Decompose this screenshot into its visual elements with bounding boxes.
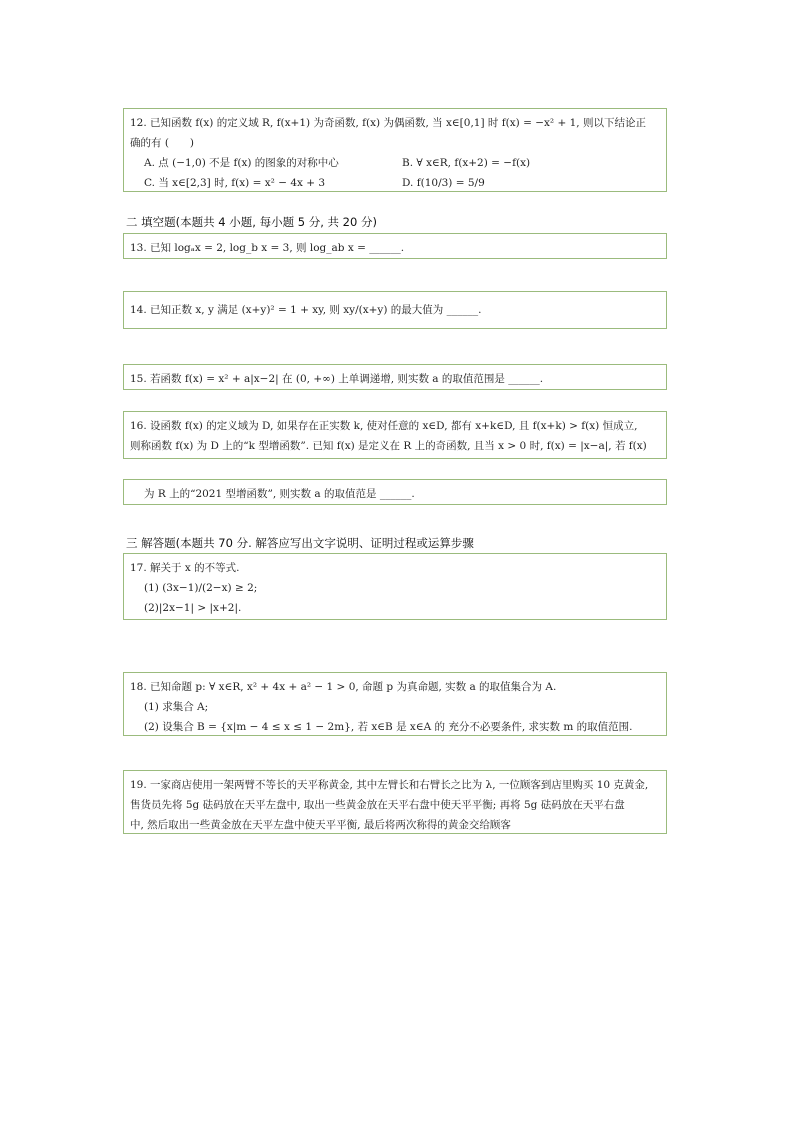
question-18 — [123, 672, 667, 736]
section-fill-in-title: 二 填空题(本题共 4 小题, 每小题 5 分, 共 20 分) — [126, 215, 377, 229]
q14-text: 14. 已知正数 x, y 满足 (x+y)² = 1 + xy, 则 xy/(x+y) 的最大值为 ______. — [130, 304, 482, 316]
q19-line1: 19. 一家商店使用一架两臂不等长的天平称黄金, 其中左臂长和右臂长之比为 λ, 一位顾客到店里购买 10 克黄金, — [130, 779, 649, 791]
q16-line3: 为 R 上的“2021 型增函数”, 则实数 a 的取值范是 ______. — [144, 488, 415, 500]
q12-option-b: B. ∀ x∈R, f(x+2) = −f(x) — [402, 157, 531, 169]
q12-option-a: A. 点 (−1,0) 不是 f(x) 的图象的对称中心 — [144, 157, 339, 169]
question-17 — [123, 553, 667, 620]
q17-part2: (2)|2x−1| > |x+2|. — [144, 602, 242, 614]
q12-stem: 12. 已知函数 f(x) 的定义域 R, f(x+1) 为奇函数, f(x) 为偶函数, 当 x∈[0,1] 时 f(x) = −x² + 1, 则以下结论正 — [130, 117, 646, 129]
q12-option-c: C. 当 x∈[2,3] 时, f(x) = x² − 4x + 3 — [144, 177, 326, 189]
q19-line2: 售货员先将 5g 砝码放在天平左盘中, 取出一些黄金放在天平右盘中使天平平衡; 再将 5g 砝码放在天平右盘 — [130, 799, 625, 811]
q18-part2: (2) 设集合 B = {x|m − 4 ≤ x ≤ 1 − 2m}, 若 x∈B 是 x∈A 的 充分不必要条件, 求实数 m 的取值范围. — [144, 721, 633, 733]
q17-stem: 17. 解关于 x 的不等式. — [130, 562, 240, 574]
question-12 — [123, 108, 667, 192]
q18-part1: (1) 求集合 A; — [144, 701, 209, 713]
question-14 — [123, 291, 667, 329]
question-13 — [123, 233, 667, 259]
q17-part1: (1) (3x−1)/(2−x) ≥ 2; — [144, 582, 258, 594]
q19-line3: 中, 然后取出一些黄金放在天平左盘中使天平平衡, 最后将两次称得的黄金交给顾客 — [130, 819, 511, 831]
q16-line2: 则称函数 f(x) 为 D 上的“k 型增函数”. 已知 f(x) 是定义在 R 上的奇函数, 且当 x > 0 时, f(x) = |x−a|, 若 f(x) — [130, 440, 647, 452]
q12-option-d: D. f(10/3) = 5/9 — [402, 177, 485, 189]
question-19 — [123, 770, 667, 834]
q12-stem-cont: 确的有 ( ) — [130, 137, 195, 149]
q15-text: 15. 若函数 f(x) = x² + a|x−2| 在 (0, +∞) 上单调递增, 则实数 a 的取值范围是 ______. — [130, 373, 544, 385]
q13-text: 13. 已知 logₐx = 2, log_b x = 3, 则 log_ab x = ______. — [130, 242, 405, 254]
q16-line1: 16. 设函数 f(x) 的定义域为 D, 如果存在正实数 k, 使对任意的 x∈D, 都有 x+k∈D, 且 f(x+k) > f(x) 恒成立, — [130, 420, 638, 432]
q18-stem: 18. 已知命题 p: ∀ x∈R, x² + 4x + a² − 1 > 0, 命题 p 为真命题, 实数 a 的取值集合为 A. — [130, 681, 557, 693]
question-15 — [123, 364, 667, 390]
question-16-continued — [123, 479, 667, 505]
question-16 — [123, 411, 667, 459]
section-answer-title: 三 解答题(本题共 70 分. 解答应写出文字说明、证明过程或运算步骤 — [126, 536, 474, 550]
